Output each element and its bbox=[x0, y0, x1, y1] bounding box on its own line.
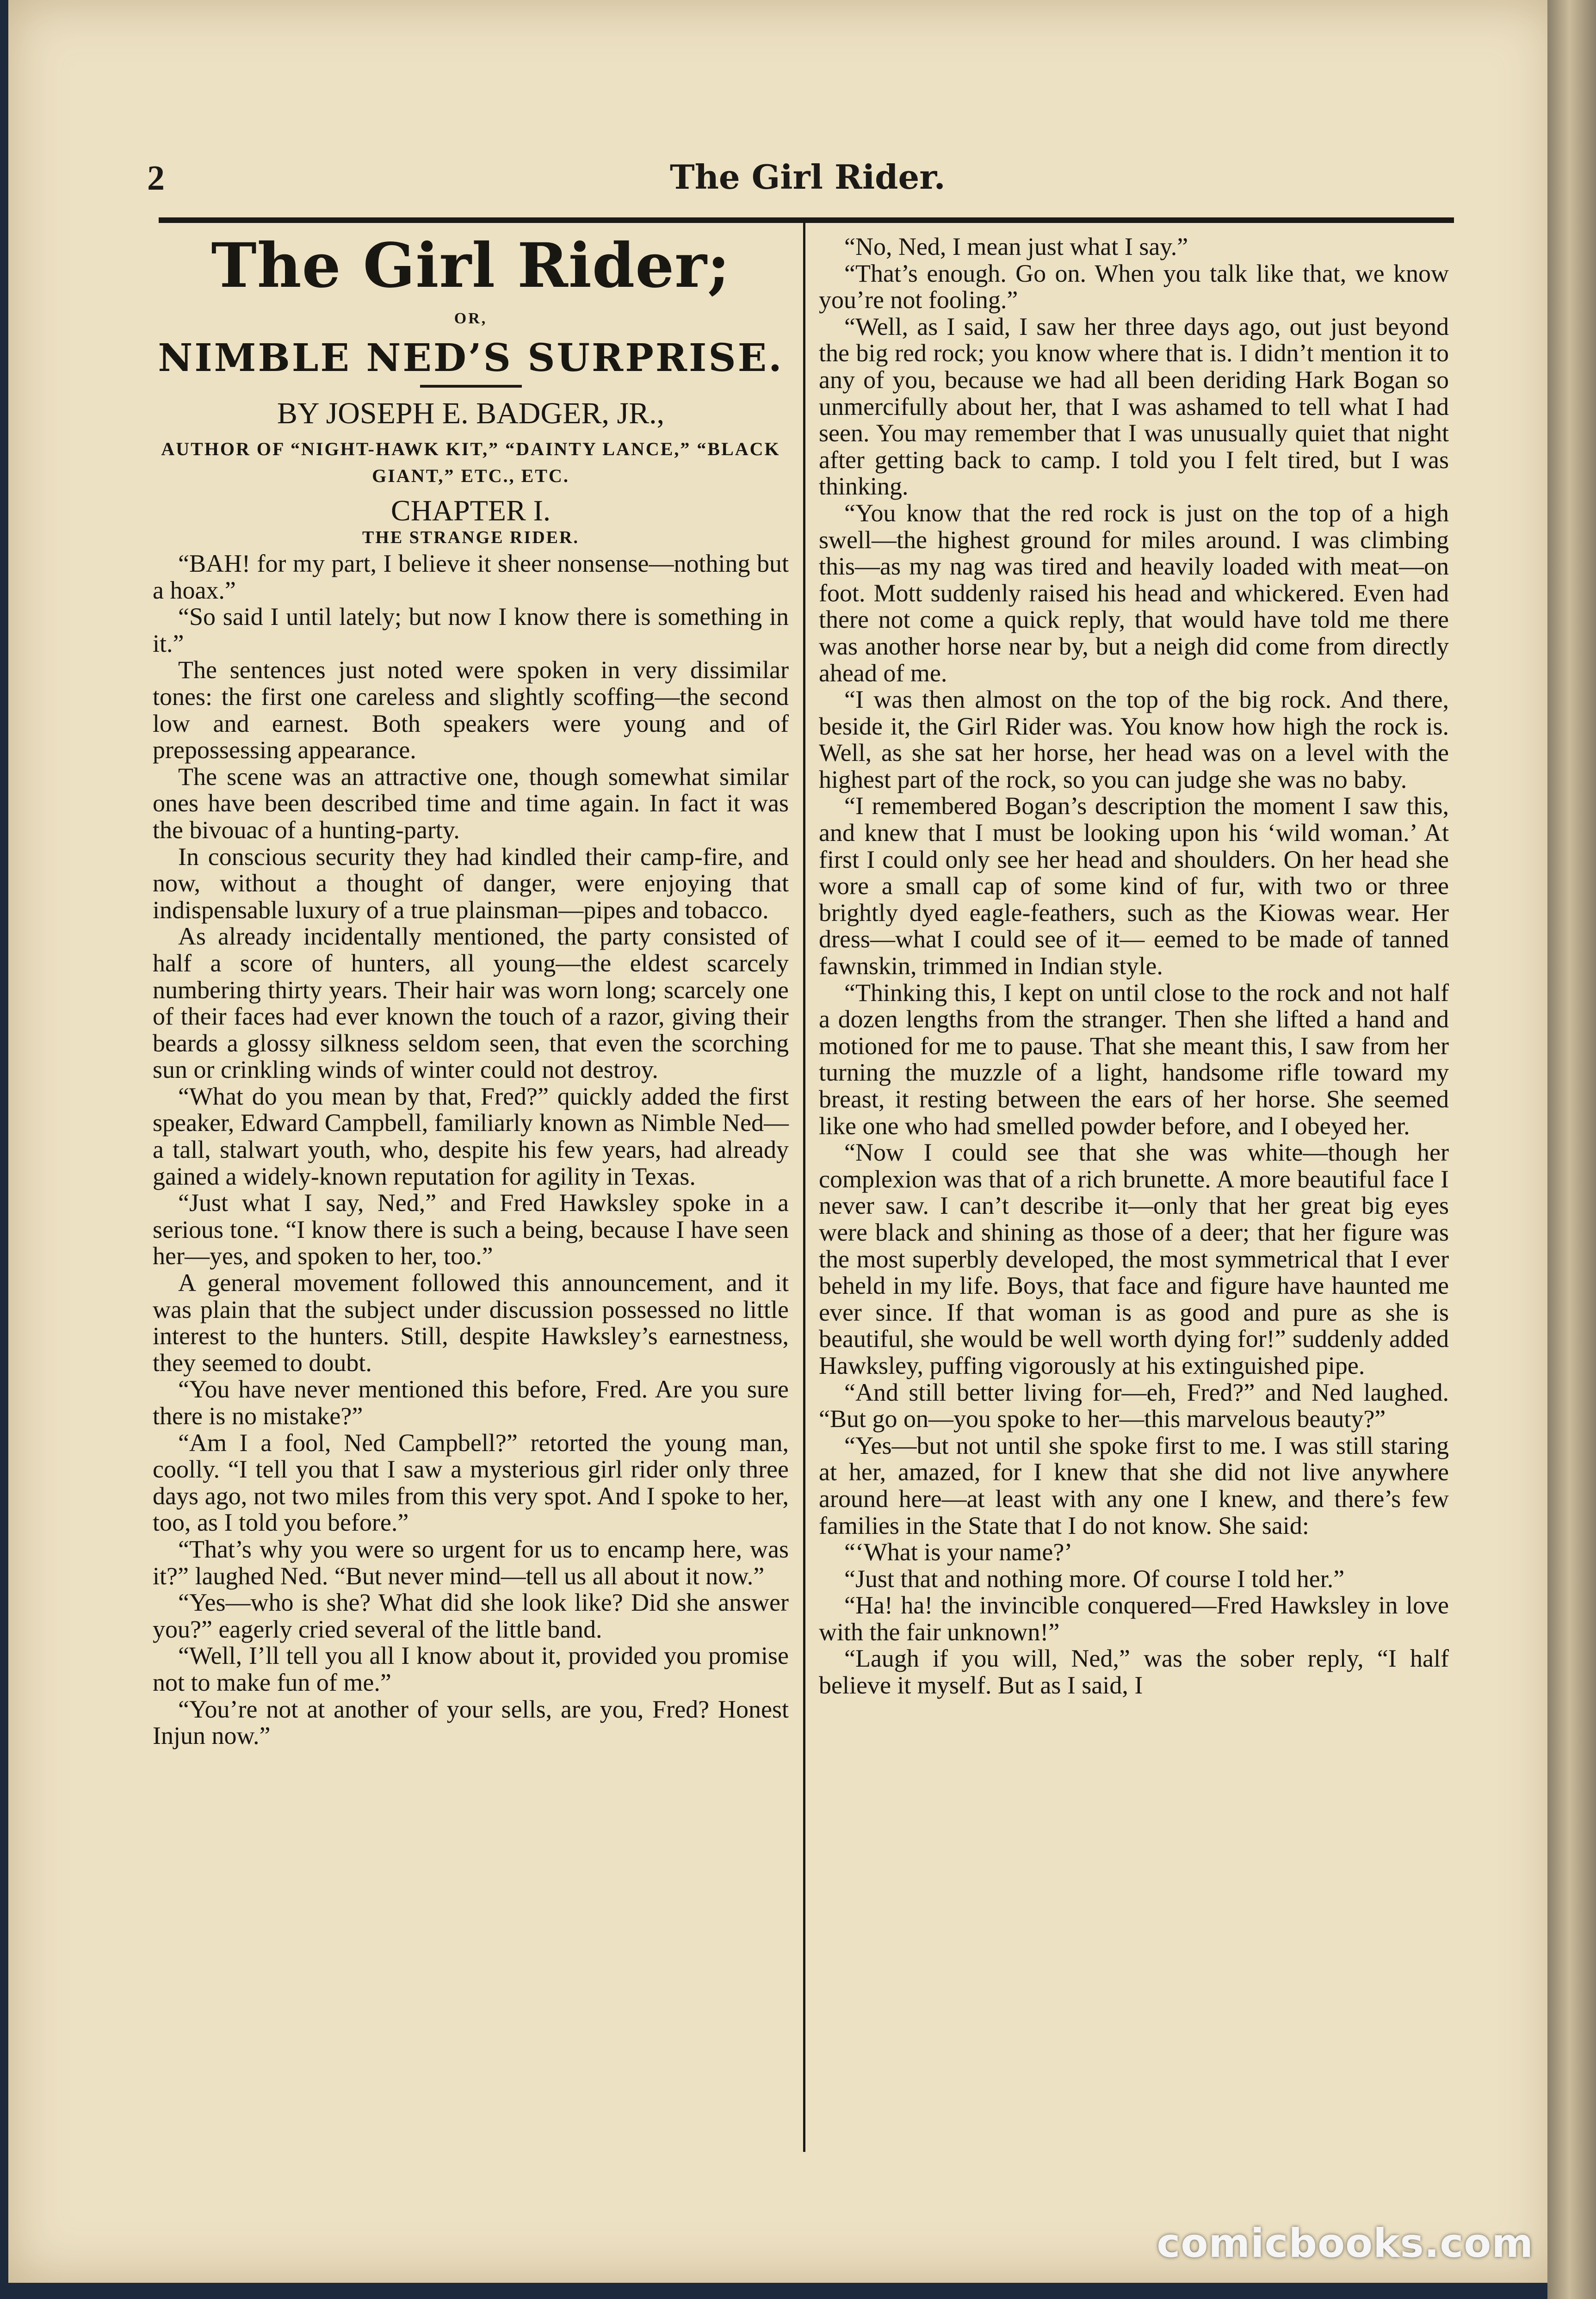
paragraph: “Am I a fool, Ned Campbell?” retorted the young man, coolly. “I tell you that I saw a mysterious girl rider only three days ago, not two miles from this very spot. And I spoke to her, too, as I told you before.” bbox=[153, 1428, 789, 1537]
paragraph: “You’re not at another of your sells, are you, Fred? Honest Injun now.” bbox=[153, 1695, 789, 1750]
paragraph: “BAH! for my part, I believe it sheer nonsense—nothing but a hoax.” bbox=[153, 550, 789, 604]
chapter-heading: CHAPTER I. bbox=[391, 494, 551, 527]
title-or: OR, bbox=[454, 310, 488, 327]
paragraph: “I remembered Bogan’s description the moment I saw this, and knew that I must be looking upon his ‘wild woman.’ At first I could only see her head and shoulders. On her head she wore a small cap of some kind of fur, with two or three brightly dyed eagle-feathers, such as the Kiowas wear. Her dress—what I could see of it— eemed to be made of tanned fawnskin, trimmed in Indian style. bbox=[819, 792, 1449, 980]
paragraph: As already incidentally mentioned, the party consisted of half a score of hunters, all young—the eldest scarcely numbering thirty years. Their hair was worn long; scarcely one of their faces had ever known the touch of a razor, giving their beards a glossy silkness seldom seen, that even the scorching sun or crinkling winds of winter could not destroy. bbox=[153, 922, 789, 1084]
paragraph: “Well, I’ll tell you all I know about it, provided you promise not to make fun of me.” bbox=[153, 1642, 789, 1696]
running-head: The Girl Rider. bbox=[670, 157, 946, 197]
binding-spine bbox=[1547, 0, 1596, 2299]
paragraph: “Laugh if you will, Ned,” was the sober reply, “I half believe it myself. But as I said, I bbox=[819, 1644, 1449, 1700]
paragraph: “What do you mean by that, Fred?” quickly added the first speaker, Edward Campbell, familiarly known as Nimble Ned—a tall, stalwart youth, who, despite his few years, had already gained a widely-known reputation for agility in Texas. bbox=[153, 1082, 789, 1190]
watermark: comicbooks.com bbox=[1157, 2220, 1534, 2267]
newspaper-page bbox=[8, 0, 1558, 2283]
page-number: 2 bbox=[147, 159, 165, 198]
author-credits: AUTHOR OF “NIGHT-HAWK KIT,” “DAINTY LANCE,” “BLACK GIANT,” ETC., ETC. bbox=[161, 439, 780, 486]
title-rule bbox=[420, 385, 522, 388]
byline: BY JOSEPH E. BADGER, JR., bbox=[277, 396, 665, 430]
right-column-body bbox=[819, 234, 1449, 1699]
paragraph: “Yes—who is she? What did she look like? Did she answer you?” eagerly cried several of the little band. bbox=[153, 1588, 789, 1643]
paragraph: “That’s enough. Go on. When you talk like that, we know you’re not fooling.” bbox=[819, 259, 1449, 314]
left-column-body bbox=[153, 550, 789, 1749]
paragraph: “You have never mentioned this before, Fred. Are you sure there is no mistake?” bbox=[153, 1375, 789, 1430]
paragraph: A general movement followed this announcement, and it was plain that the subject under discussion possessed no little interest to the hunters. Still, despite Hawksley’s earnestness, they seemed to doubt. bbox=[153, 1269, 789, 1377]
paragraph: “So said I until lately; but now I know there is something in it.” bbox=[153, 603, 789, 657]
paragraph: “No, Ned, I mean just what I say.” bbox=[844, 233, 1188, 260]
paragraph: The sentences just noted were spoken in very dissimilar tones: the first one careless and slightly scoffing—the second low and earnest. Both speakers were young and of prepossessing appearance. bbox=[153, 656, 789, 764]
paragraph: “‘What is your name?’ bbox=[844, 1538, 1073, 1566]
paragraph: “Well, as I said, I saw her three days ago, out just beyond the big red rock; you know where that is. I didn’t mention it to any of you, because we had all been deriding Hark Bogan so unmercifully about her, that I was ashamed to tell what I had seen. You may remember that I was unusually quiet that night after getting back to camp. I told you I felt tired, but I was thinking. bbox=[819, 312, 1449, 501]
page-header bbox=[147, 148, 1461, 222]
paragraph: “Now I could see that she was white—though her complexion was that of a rich brunette. A more beautiful face I never saw. I can’t describe it—only that her great big eyes were black and shining as those of a deer; that her figure was the most superbly developed, the most symmetrical that I ever beheld in my life. Boys, that face and figure have haunted me ever since. If that woman is as good and pure as she is beautiful, she would be well worth dying for!” suddenly added Hawksley, puffing vigorously at his extinguished pipe. bbox=[819, 1138, 1449, 1379]
paragraph: The scene was an attractive one, though somewhat similar ones have been described time and time again. In fact it was the bivouac of a hunting-party. bbox=[153, 762, 789, 844]
paragraph: In conscious security they had kindled their camp-fire, and now, without a thought of danger, were enjoying that indispensable luxury of a true plainsman—pipes and tobacco. bbox=[153, 842, 789, 924]
paragraph: “And still better living for—eh, Fred?” and Ned laughed. “But go on—you spoke to her—this marvelous beauty?” bbox=[819, 1378, 1449, 1433]
right-column bbox=[819, 234, 1449, 1699]
story-title: The Girl Rider; bbox=[211, 230, 730, 302]
column-divider bbox=[803, 223, 805, 2152]
header-rule bbox=[159, 217, 1454, 223]
paragraph: “Thinking this, I kept on until close to the rock and not half a dozen lengths from the stranger. Then she lifted a hand and motioned for me to pause. That she meant this, I saw from her turning the muzzle of a light, handsome rifle toward my breast, it resting between the ears of her horse. She seemed like one who had smelled powder before, and I obeyed her. bbox=[819, 978, 1449, 1140]
paragraph: “You know that the red rock is just on the top of a high swell—the highest ground for miles around. I was climbing this—as my nag was tired and heavily loaded with meat—on foot. Mott suddenly raised his head and whickered. Even had there not come a quick reply, that would have told me there was another horse near by, but a neigh did come from directly ahead of me. bbox=[819, 499, 1449, 687]
chapter-title: THE STRANGE RIDER. bbox=[362, 528, 579, 547]
paragraph: “Just what I say, Ned,” and Fred Hawksley spoke in a serious tone. “I know there is such a being, because I have seen her—yes, and spoken to her, too.” bbox=[153, 1189, 789, 1270]
paragraph: “That’s why you were so urgent for us to encamp here, was it?” laughed Ned. “But never mind—tell us all about it now.” bbox=[153, 1535, 789, 1590]
paragraph: “Ha! ha! the invincible conquered—Fred Hawksley in love with the fair unknown!” bbox=[819, 1591, 1449, 1646]
paragraph: “I was then almost on the top of the big rock. And there, beside it, the Girl Rider was. You know how high the rock is. Well, as she sat her horse, her head was on a level with the highest part of the rock, so you can judge she was no baby. bbox=[819, 686, 1449, 793]
paragraph: “Just that and nothing more. Of course I told her.” bbox=[844, 1564, 1345, 1593]
paragraph: “Yes—but not until she spoke first to me. I was still staring at her, amazed, for I knew that she did not live anywhere around here—at least with any one I knew, and there’s few families in the State that I do not know. She said: bbox=[819, 1431, 1449, 1539]
left-column bbox=[153, 231, 789, 1749]
story-subtitle: NIMBLE NED’S SURPRISE. bbox=[158, 336, 784, 380]
